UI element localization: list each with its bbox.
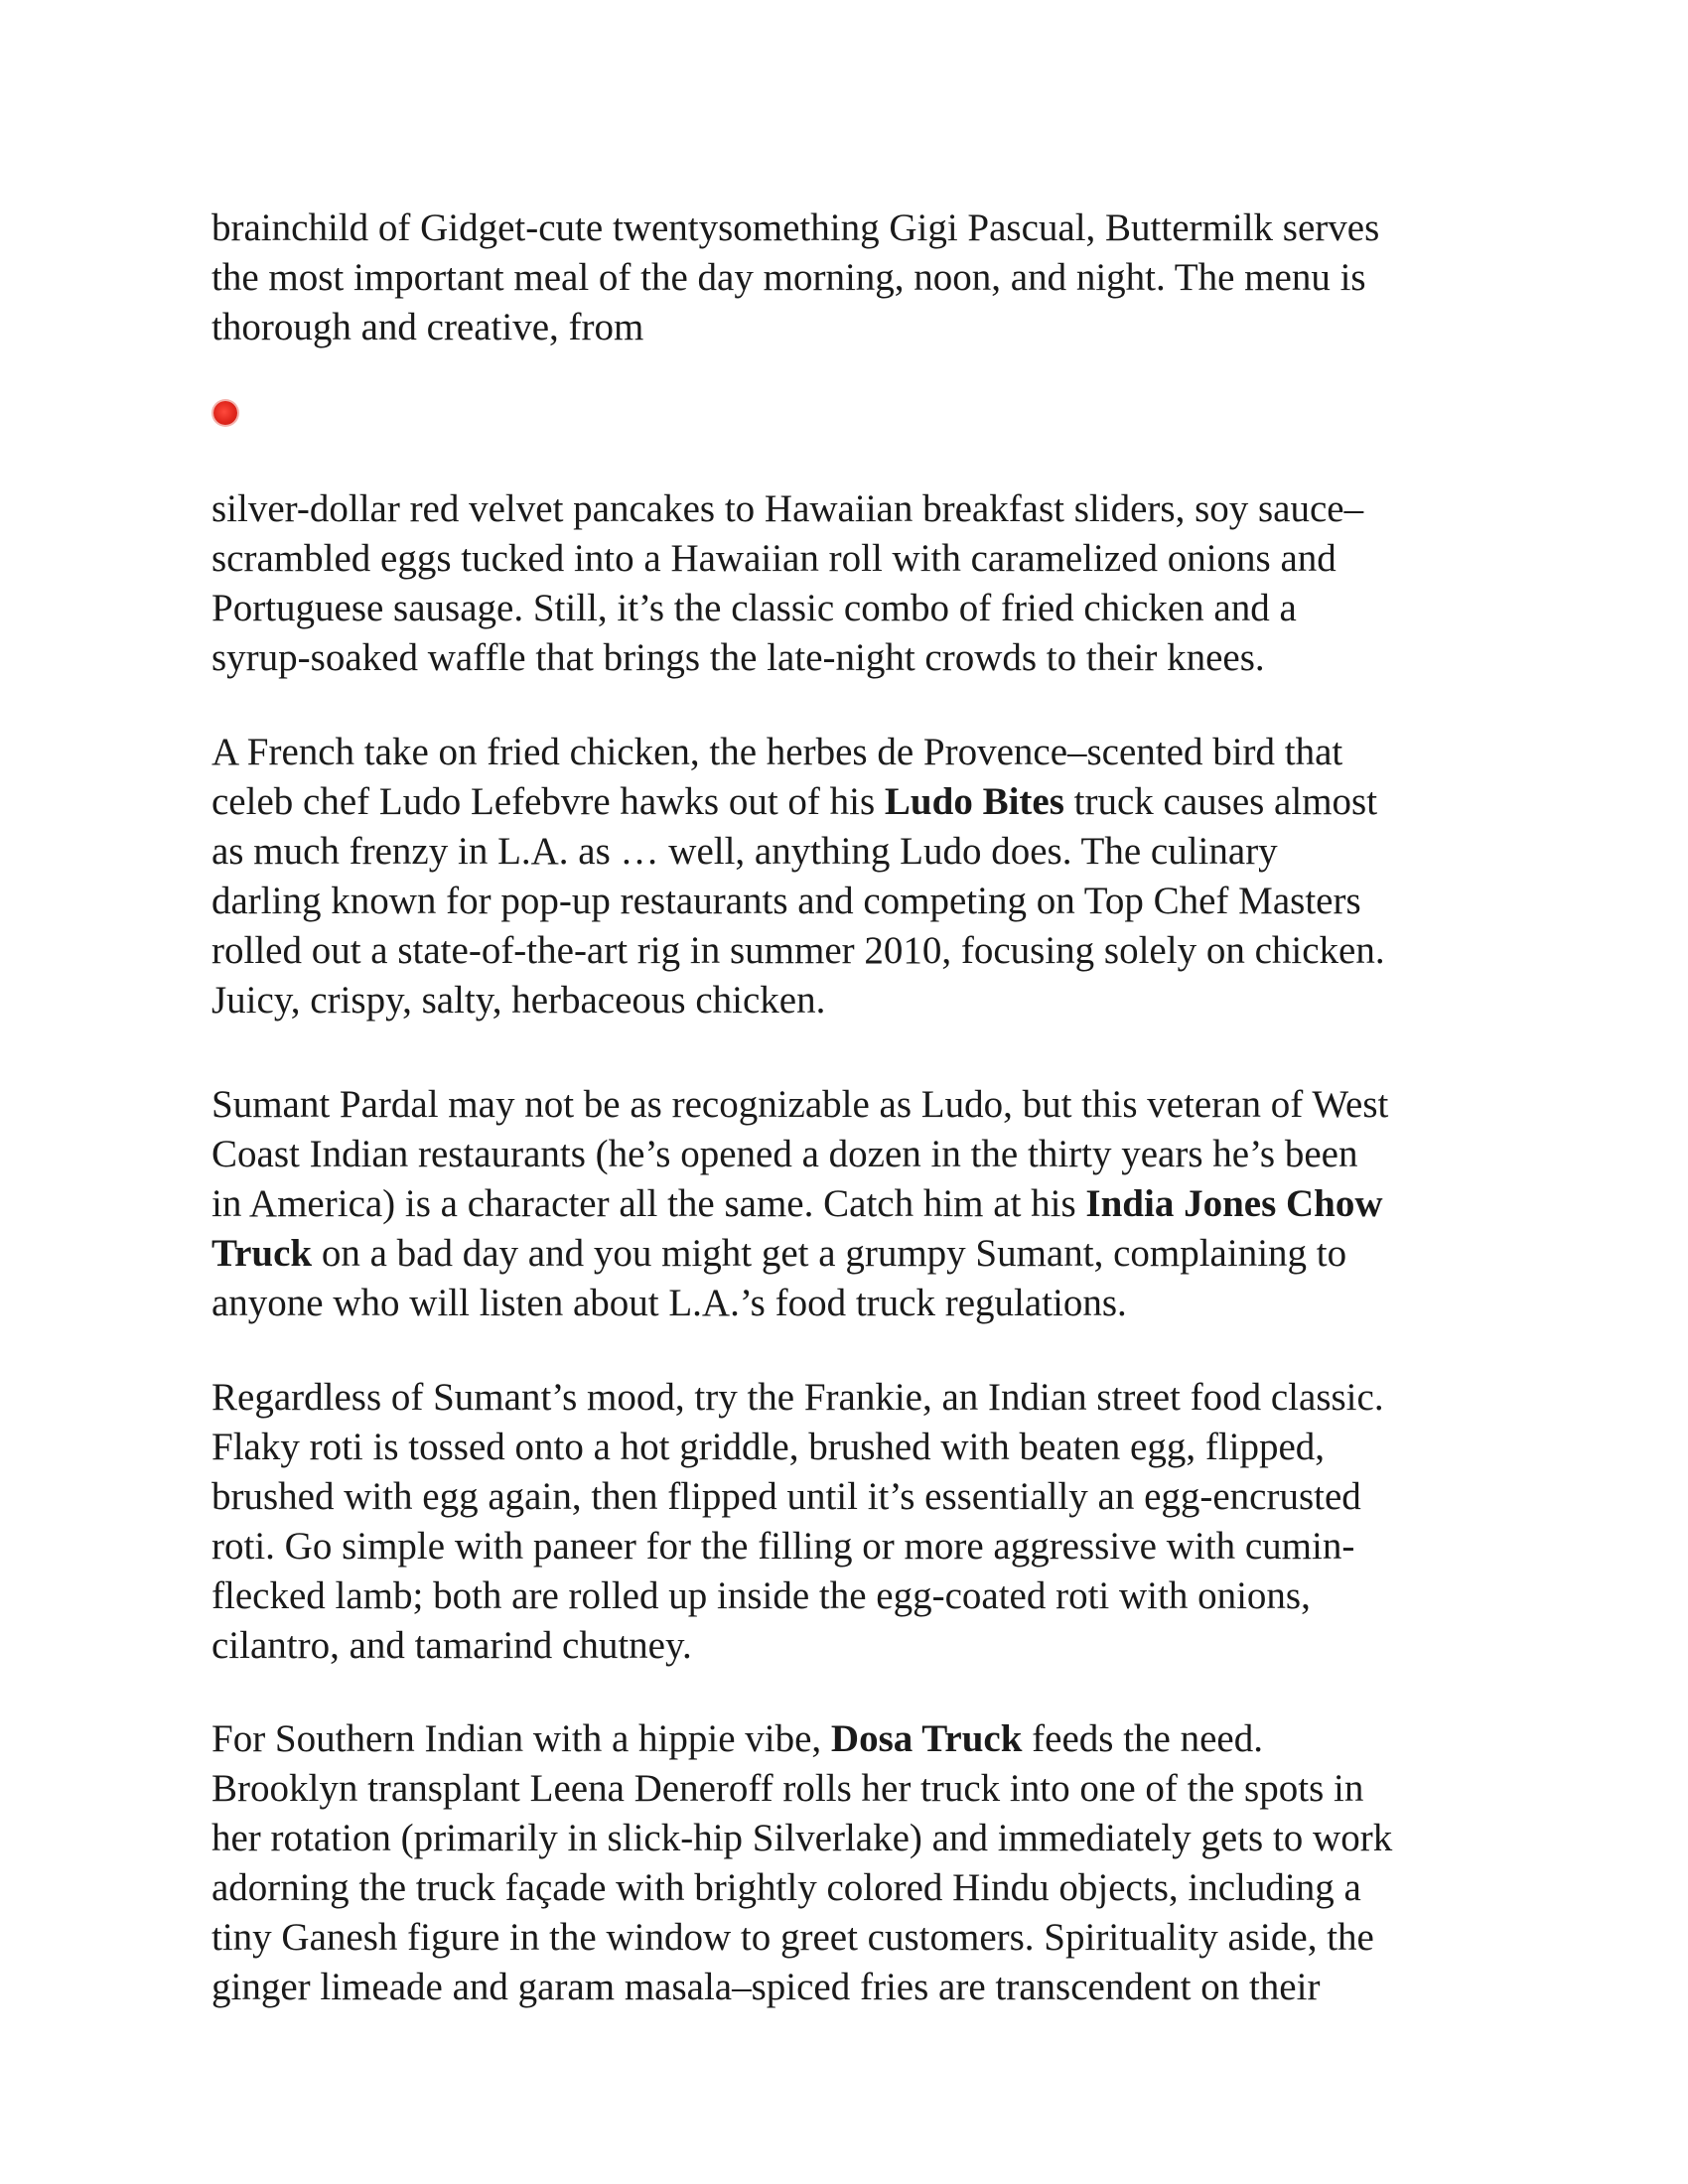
text-line <box>211 976 1385 1025</box>
text-line <box>211 1179 1388 1229</box>
text-run: brainchild of Gidget-cute twentysomething Gigi Pascual, Buttermilk serves <box>211 206 1380 249</box>
text-run: A French take on fried chicken, the herbes de Provence–scented bird that <box>211 731 1343 773</box>
text-run: Portuguese sausage. Still, it’s the classic combo of fried chicken and a <box>211 587 1297 629</box>
paragraph <box>211 1373 1384 1671</box>
truck-name-bold: Ludo Bites <box>884 780 1064 823</box>
text-run: darling known for pop-up restaurants and competing on Top Chef Masters <box>211 880 1361 922</box>
text-run: Regardless of Sumant’s mood, try the Frankie, an Indian street food classic. <box>211 1376 1384 1419</box>
text-line <box>211 1423 1384 1472</box>
text-run: thorough and creative, from <box>211 306 644 348</box>
text-line <box>211 584 1363 633</box>
text-line <box>211 1714 1392 1764</box>
text-line <box>211 1963 1392 2012</box>
paragraph <box>211 1080 1388 1328</box>
text-line <box>211 1571 1384 1621</box>
text-line <box>211 1373 1384 1423</box>
paragraph <box>211 728 1385 1025</box>
text-run: anyone who will listen about L.A.’s food truck regulations. <box>211 1282 1127 1324</box>
text-run: feeds the need. <box>1022 1717 1263 1760</box>
text-run: the most important meal of the day morning, noon, and night. The menu is <box>211 256 1366 299</box>
text-run: tiny Ganesh figure in the window to greet customers. Spirituality aside, the <box>211 1916 1374 1959</box>
text-run: silver-dollar red velvet pancakes to Hawaiian breakfast sliders, soy sauce– <box>211 487 1364 530</box>
text-line <box>211 1814 1392 1863</box>
text-run: For Southern Indian with a hippie vibe, <box>211 1717 831 1760</box>
text-run: celeb chef Ludo Lefebvre hawks out of his <box>211 780 885 823</box>
text-run: brushed with egg again, then flipped until it’s essentially an egg-encrusted <box>211 1475 1361 1518</box>
paragraph <box>211 484 1363 683</box>
truck-name-bold: India Jones Chow <box>1085 1182 1383 1225</box>
text-line <box>211 253 1379 303</box>
text-line <box>211 926 1385 976</box>
text-line <box>211 534 1363 584</box>
text-line <box>211 303 1379 352</box>
text-line <box>211 827 1385 877</box>
text-run: Sumant Pardal may not be as recognizable as Ludo, but this veteran of West <box>211 1083 1389 1126</box>
text-run: syrup-soaked waffle that brings the late-night crowds to their knees. <box>211 636 1265 679</box>
paragraph <box>211 1714 1392 2012</box>
red-dot-marker-icon <box>213 401 237 425</box>
text-line <box>211 1863 1392 1913</box>
truck-name-bold: Dosa Truck <box>830 1717 1023 1760</box>
text-run: flecked lamb; both are rolled up inside the egg-coated roti with onions, <box>211 1574 1311 1617</box>
text-run: Brooklyn transplant Leena Deneroff rolls her truck into one of the spots in <box>211 1767 1364 1810</box>
text-line <box>211 777 1385 827</box>
text-line <box>211 1229 1388 1279</box>
paragraph <box>211 204 1379 352</box>
text-run: her rotation (primarily in slick-hip Silverlake) and immediately gets to work <box>211 1817 1393 1859</box>
text-run: on a bad day and you might get a grumpy Sumant, complaining to <box>312 1232 1347 1275</box>
text-run: in America) is a character all the same. Catch him at his <box>211 1182 1086 1225</box>
text-line <box>211 1472 1384 1522</box>
text-line <box>211 1913 1392 1963</box>
text-line <box>211 728 1385 777</box>
text-line <box>211 1130 1388 1179</box>
text-line <box>211 1080 1388 1130</box>
text-line <box>211 1764 1392 1814</box>
text-line <box>211 484 1363 534</box>
text-run: truck causes almost <box>1063 780 1378 823</box>
text-run: cilantro, and tamarind chutney. <box>211 1624 692 1667</box>
text-run: as much frenzy in L.A. as … well, anything Ludo does. The culinary <box>211 830 1278 873</box>
document-page <box>211 0 1502 2184</box>
text-run: roti. Go simple with paneer for the filling or more aggressive with cumin- <box>211 1525 1355 1568</box>
text-run: Coast Indian restaurants (he’s opened a dozen in the thirty years he’s been <box>211 1133 1358 1175</box>
text-line <box>211 633 1363 683</box>
text-run: Juicy, crispy, salty, herbaceous chicken. <box>211 979 826 1022</box>
text-run: Flaky roti is tossed onto a hot griddle, brushed with beaten egg, flipped, <box>211 1426 1326 1468</box>
text-line <box>211 204 1379 253</box>
truck-name-bold: Truck <box>211 1232 313 1275</box>
text-run: rolled out a state-of-the-art rig in summer 2010, focusing solely on chicken. <box>211 929 1385 972</box>
text-line <box>211 877 1385 926</box>
text-line <box>211 1621 1384 1671</box>
text-line <box>211 1522 1384 1571</box>
text-run: ginger limeade and garam masala–spiced fries are transcendent on their <box>211 1966 1321 2008</box>
text-run: scrambled eggs tucked into a Hawaiian roll with caramelized onions and <box>211 537 1336 580</box>
text-run: adorning the truck façade with brightly colored Hindu objects, including a <box>211 1866 1361 1909</box>
text-line <box>211 1279 1388 1328</box>
